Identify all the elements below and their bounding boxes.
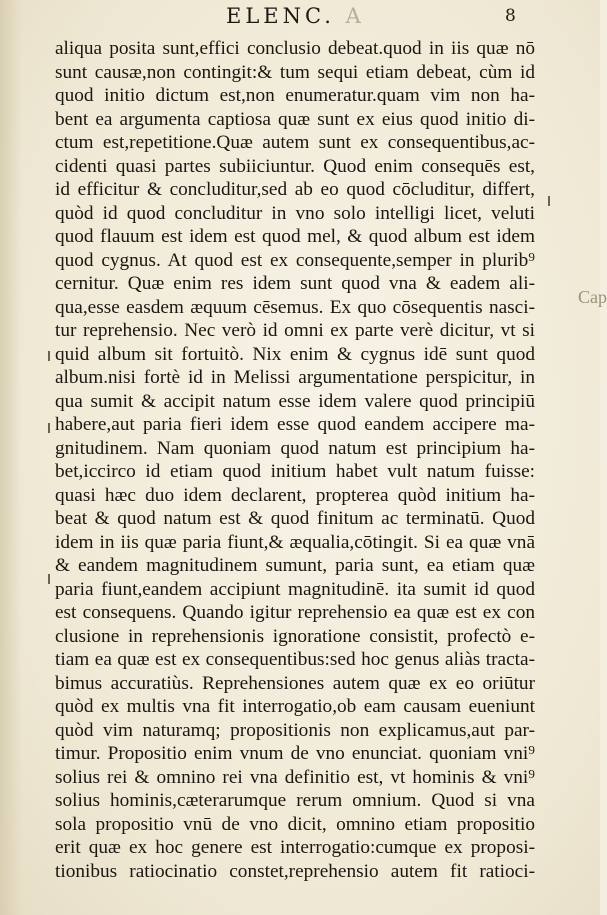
margin-note: Cap [578, 287, 607, 307]
text-line: quòd ex multis vna fit interrogatio,ob eam causam eueniunt [55, 696, 535, 717]
text-line: tionibus ratiocinatio constet,reprehensio autem fit ratioci- [55, 860, 535, 882]
text-line: sunt causæ,non contingit:& tum sequi etiam debeat, cùm id [55, 61, 535, 83]
text-line: est consequens. Quando igitur reprehensio ea quæ est ex con [55, 602, 535, 623]
text-line: solius hominis,cæterarumque rerum omnium. Quod si vna [55, 790, 535, 811]
running-head-title: ELENC. [226, 4, 335, 28]
text-line: quod flauum est idem est quod mel, & quod album est idem [55, 226, 535, 247]
text-line: bent ea argumenta captiosa quæ sunt ex eius quod initio di- [55, 108, 535, 130]
text-line: gnitudinem. Nam quoniam quod natum est principium ha- [55, 437, 535, 459]
text-line: habere,aut paria fieri idem esse quod eandem accipere ma- [55, 414, 535, 435]
running-head [226, 4, 365, 28]
text-line: quasi hæc duo idem declarent, propterea quòd initium ha- [55, 484, 535, 506]
text-line: quid album sit fortuitò. Nix enim & cygnus idē sunt quod [55, 343, 535, 365]
text-line: paria fiunt,eandem accipiunt magnitudinē. ita sumit id quod [55, 578, 535, 600]
text-line: erit quæ ex hoc genere est interrogatio:cumque ex proposi- [55, 837, 535, 858]
text-line: timur. Propositio enim vnum de vno enunciat. quoniam vni⁹ [55, 743, 535, 764]
margin-tick-mark [48, 574, 50, 584]
text-line: tur reprehensio. Nec verò id omni ex parte verè dicitur, vt si [55, 320, 535, 341]
margin-tick-mark [548, 196, 550, 206]
text-line: solius rei & omnino rei vna definitio est, vt hominis & vni⁹ [55, 766, 535, 788]
text-line: idem in iis quæ paria fiunt,& æqualia,cōtingit. Si ea quæ vnā [55, 531, 535, 553]
text-line: qua sumit & accipit natum esse idem valere quod principiū [55, 390, 535, 412]
text-line: bimus accuratiùs. Reprehensiones autem quæ ex eo oriūtur [55, 672, 535, 694]
margin-tick-mark [48, 351, 50, 361]
text-line: sola propositio vnū de vno dicit, omnino etiam propositio [55, 813, 535, 835]
text-line: quòd vim naturamq; propositionis non explicamus,aut par- [55, 719, 535, 741]
folio-number: 8 [505, 6, 516, 26]
text-line: tiam ea quæ est ex consequentibus:sed hoc genus aliàs tracta- [55, 649, 535, 670]
text-line: album.nisi fortè id in Melissi argumentatione perspicitur, in [55, 367, 535, 388]
text-line: aliqua posita sunt,effici conclusio debeat.quod in iis quæ nō [55, 38, 535, 59]
text-line: clusione in reprehensionis ignoratione consistit, profectò e- [55, 625, 535, 647]
text-line: qua,esse easdem æquum cēsemus. Ex quo cōsequentis nasci- [55, 296, 535, 318]
text-line: quod cygnus. At quod est ex consequente,semper in plurib⁹ [55, 249, 535, 271]
margin-tick-mark [48, 423, 50, 433]
text-line: id efficitur & concluditur,sed ab eo quod cōcluditur, differt, [55, 179, 535, 200]
text-line: beat & quod natum est & quod finitum ac terminatū. Quod [55, 508, 535, 529]
text-line: bet,iccirco id etiam quod initium habet vult natum fuisse: [55, 461, 535, 482]
text-line: cernitur. Quæ enim res idem sunt quod vna & eadem ali- [55, 273, 535, 294]
text-line: quod initio dictum est,non enumeratur.quam vim non ha- [55, 85, 535, 106]
running-head-title-faded: A [345, 4, 365, 28]
gutter-shadow [0, 0, 22, 915]
text-line: ctum est,repetitione.Quæ autem sunt ex consequentibus,ac- [55, 132, 535, 153]
body-text [55, 37, 535, 883]
text-line: & eandem magnitudinem sumunt, paria sunt, ea etiam quæ [55, 555, 535, 576]
text-line: cidenti quasi partes subiiciuntur. Quod enim consequēs est, [55, 155, 535, 177]
text-line: quòd id quod concluditur in vno solo intelligi licet, veluti [55, 202, 535, 224]
